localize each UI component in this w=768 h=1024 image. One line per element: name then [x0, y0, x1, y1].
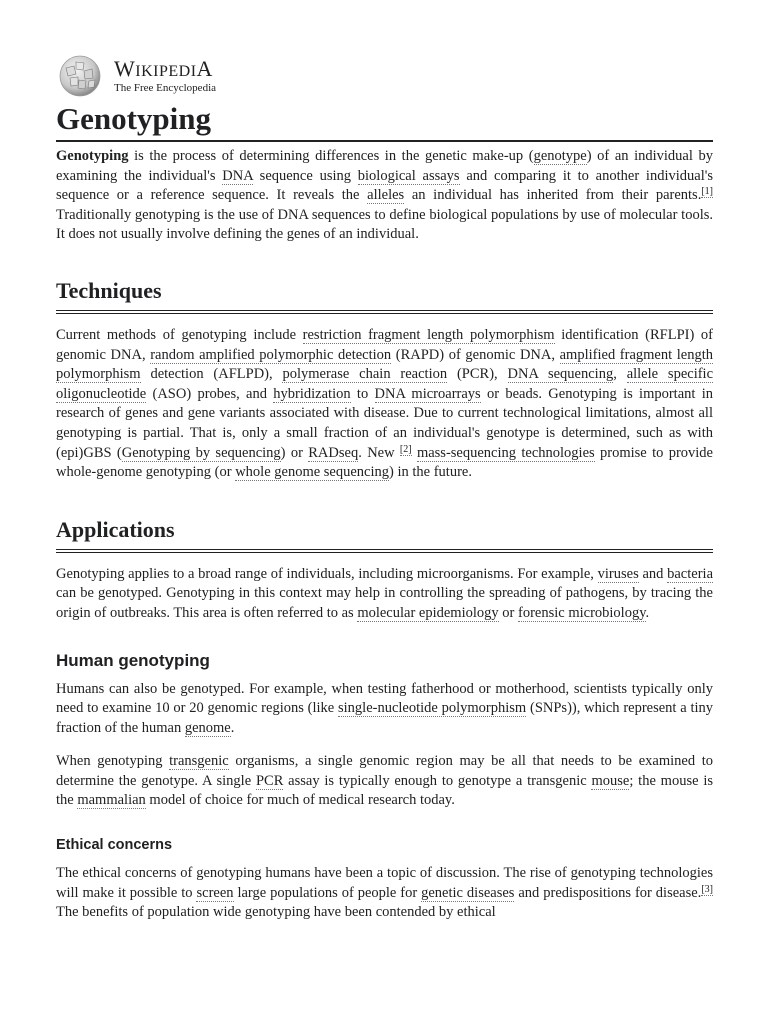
- text: or beads. Genotyping is important in research of genes and gene variants associated with disease. Due to current technological limitations, almost all genotyping is partial. That is, only a small fraction of an individual's genotype is determined, such as with (epi)GBS (: [56, 385, 714, 461]
- text: (ASO) probes, and: [146, 385, 274, 402]
- text: and: [638, 565, 668, 582]
- link-molecular-epidemiology[interactable]: molecular epidemiology: [357, 604, 499, 621]
- text: organisms, a single genomic region may be all that needs to be examined to determine the genotype. A single: [56, 753, 713, 789]
- text: (SNPs)), which represent a tiny fraction of the human: [56, 700, 714, 736]
- text: Current methods of genotyping include: [56, 326, 303, 343]
- text: .: [230, 719, 235, 736]
- link-genome[interactable]: genome: [184, 719, 231, 736]
- wikipedia-wordmark: [114, 58, 216, 94]
- link-mass-sequencing[interactable]: mass-sequencing technologies: [416, 444, 595, 461]
- link-transgenic[interactable]: transgenic: [169, 753, 229, 770]
- text: promise to provide whole-genome genotyping (or: [56, 444, 713, 481]
- link-genetic-diseases[interactable]: genetic diseases: [421, 884, 515, 901]
- heading-ethical-concerns: Ethical concerns: [56, 837, 173, 854]
- applications-paragraph: [56, 565, 713, 624]
- text: ; the mouse is the: [56, 772, 714, 809]
- text: (PCR),: [447, 366, 508, 383]
- link-mouse[interactable]: mouse: [591, 772, 630, 789]
- text: ,: [613, 366, 627, 383]
- reference-1[interactable]: [1]: [701, 186, 713, 198]
- link-dna-microarrays[interactable]: DNA microarrays: [374, 385, 481, 402]
- link-viruses[interactable]: viruses: [597, 565, 639, 582]
- wordmark-final: A: [196, 56, 213, 81]
- intro-paragraph: [56, 147, 713, 245]
- link-genotype[interactable]: genotype: [533, 148, 587, 164]
- link-aso[interactable]: allele specific oligonucleotide: [56, 366, 714, 402]
- text: ) in the future.: [389, 464, 472, 481]
- wikipedia-logo[interactable]: [56, 54, 713, 98]
- section-ethical-concerns: [56, 835, 713, 923]
- text: is the process of determining differences in the genetic make-up (: [128, 148, 534, 164]
- reference-3[interactable]: [3]: [701, 883, 713, 895]
- link-pcr[interactable]: PCR: [255, 772, 284, 789]
- text: . New: [358, 444, 400, 461]
- human-paragraph-2: [56, 752, 713, 811]
- link-dna[interactable]: DNA: [222, 167, 253, 184]
- link-screen[interactable]: screen: [196, 884, 234, 901]
- section-techniques: [56, 277, 713, 483]
- ethics-paragraph: [56, 864, 713, 923]
- text: .: [645, 604, 650, 621]
- heading-human-genotyping: Human genotyping: [56, 650, 210, 670]
- link-biological-assays[interactable]: biological assays: [357, 167, 460, 184]
- link-aflp[interactable]: amplified fragment length polymorphism: [56, 346, 713, 383]
- techniques-paragraph: [56, 326, 713, 483]
- link-dna-sequencing[interactable]: DNA sequencing: [507, 366, 614, 383]
- text: and predispositions for disease.: [514, 884, 702, 901]
- wordmark-initial: W: [114, 56, 136, 81]
- article: [56, 54, 713, 923]
- link-pcr-full[interactable]: polymerase chain reaction: [282, 366, 448, 383]
- human-paragraph-1: [56, 680, 713, 739]
- text: model of choice for much of medical research today.: [145, 792, 455, 809]
- wordmark-title: [114, 58, 216, 80]
- link-hybridization[interactable]: hybridization: [273, 385, 351, 402]
- page-title: Genotyping: [56, 100, 713, 142]
- text: Genotyping applies to a broad range of individuals, including microorganisms. For example,: [56, 565, 598, 582]
- reference-2[interactable]: [2]: [399, 443, 412, 455]
- section-human-genotyping: [56, 650, 713, 812]
- text: or: [498, 604, 518, 621]
- link-rapd[interactable]: random amplified polymorphic detection: [150, 346, 392, 363]
- text: and comparing it to another individual's sequence or a reference sequence. It reveals the: [56, 167, 713, 204]
- link-snp[interactable]: single-nucleotide polymorphism: [338, 700, 527, 717]
- text: The benefits of population wide genotyping have been contended by ethical: [56, 904, 496, 921]
- text: sequence using: [252, 167, 358, 184]
- section-applications: [56, 516, 713, 624]
- text: detection (AFLPD),: [140, 366, 283, 383]
- link-genotyping-by-sequencing[interactable]: Genotyping by sequencing: [121, 444, 281, 461]
- link-radseq[interactable]: RADseq: [308, 444, 359, 461]
- wordmark-rest: IKIPEDI: [135, 63, 197, 80]
- text: Humans can also be genotyped. For example, when testing fatherhood or motherhood, scientists typically only need to examine 10 or 20 genomic regions (like: [56, 680, 713, 717]
- link-rflp[interactable]: restriction fragment length polymorphism: [302, 326, 555, 343]
- text: assay is typically enough to genotype a transgenic: [283, 772, 592, 789]
- text: to: [350, 385, 375, 402]
- text: The ethical concerns of genotyping humans have been a topic of discussion. The rise of genotyping technologies will make it possible to: [56, 865, 713, 901]
- text: ) or: [280, 444, 309, 461]
- wordmark-tagline: The Free Encyclopedia: [114, 82, 217, 94]
- text: Traditionally genotyping is the use of DNA sequences to define biological populations by use of molecular tools. It does not usually involve defining the genes of an individual.: [56, 206, 713, 243]
- wikipedia-globe-icon: [56, 54, 104, 98]
- link-forensic-microbiology[interactable]: forensic microbiology: [518, 604, 646, 621]
- text: identification (RFLPI) of genomic DNA,: [56, 326, 714, 363]
- link-whole-genome-sequencing[interactable]: whole genome sequencing: [235, 464, 390, 481]
- intro-bold-term: Genotyping: [56, 148, 129, 164]
- text: an individual has inherited from their parents.: [404, 187, 702, 204]
- link-bacteria[interactable]: bacteria: [667, 565, 714, 582]
- link-mammalian[interactable]: mammalian: [77, 792, 146, 809]
- text: When genotyping: [56, 753, 170, 770]
- text: large populations of people for: [233, 884, 422, 901]
- text: (RAPD) of genomic DNA,: [391, 346, 560, 363]
- heading-applications: Applications: [56, 516, 713, 553]
- link-alleles[interactable]: alleles: [367, 187, 405, 204]
- heading-techniques: Techniques: [56, 277, 713, 314]
- text: ) of an individual by examining the individual's: [56, 148, 713, 184]
- text: can be genotyped. Genotyping in this context may help in controlling the spreading of pathogens, by tracing the origin of outbreaks. This area is often referred to as: [56, 585, 713, 621]
